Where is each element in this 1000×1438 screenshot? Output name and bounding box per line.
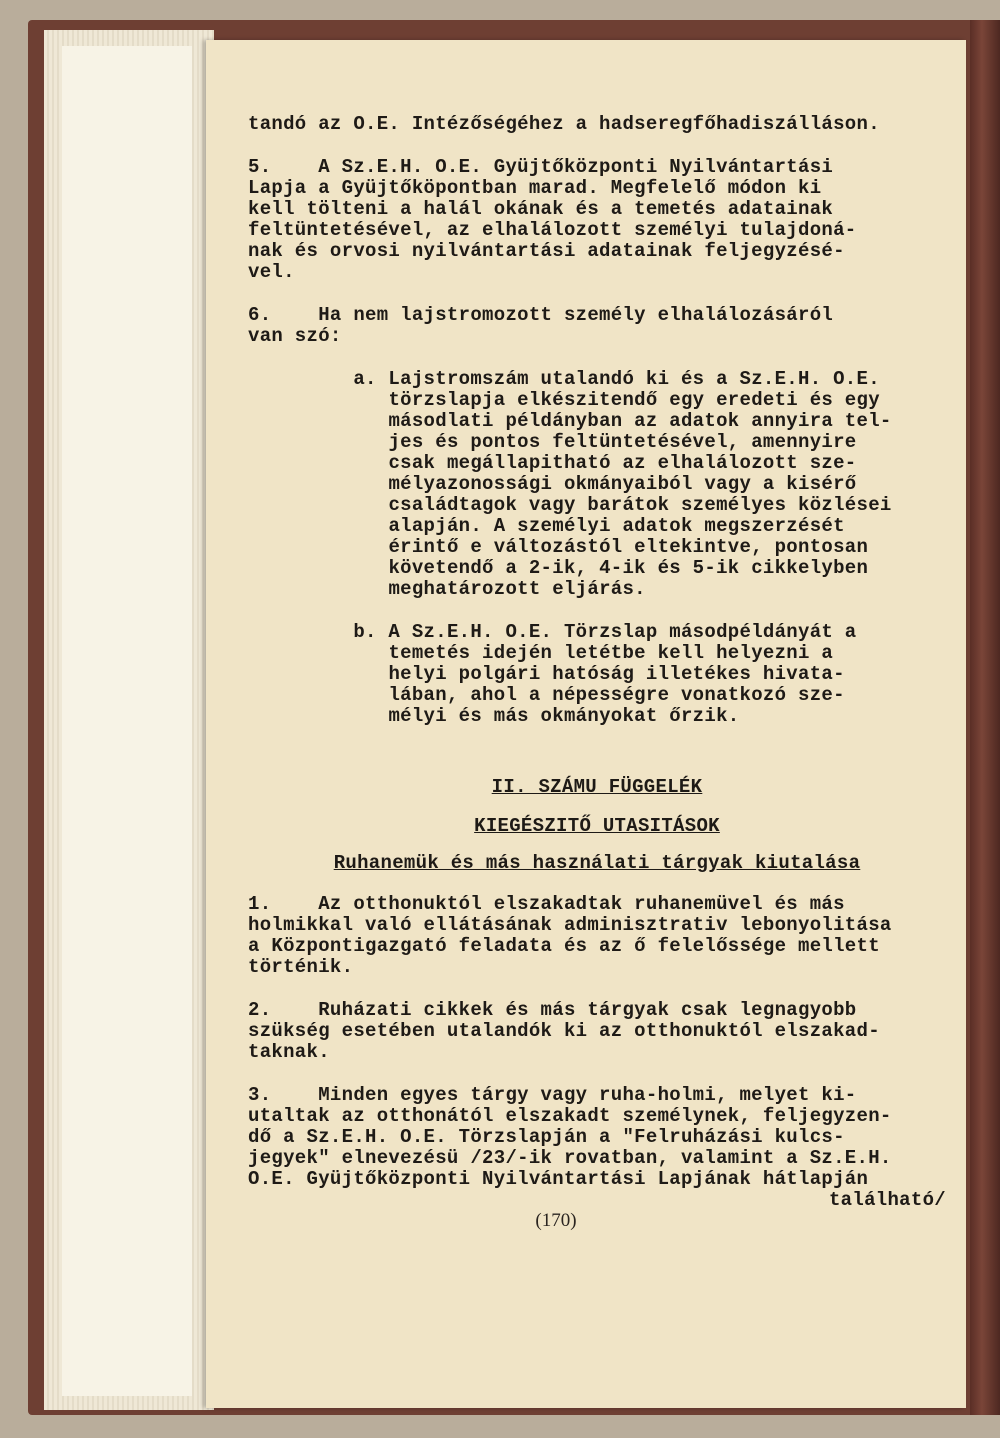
section-heading: Ruhanemük és más használati tárgyak kiutalása [333,852,861,874]
subparagraph-b: b. A Sz.E.H. O.E. Törzslap másodpéldányát a temetés idején letétbe kell helyezni a helyi polgári hatóság illetékes hivata- lában, ahol a népességre vonatkozó sze- mélyi és más okmányokat őrzik. [353,621,857,727]
supplementary-heading: KIEGÉSZITŐ UTASITÁSOK [474,815,720,837]
item-3: 3. Minden egyes tárgy vagy ruha-holmi, melyet ki- utaltak az otthonától elszakadt személynek, feljegyzen- dő a Sz.E.H. O.E. Törzslapján a "Felruházási kulcs- jegyek" elnevezésü /23/-ik rovatban, valamint a Sz.E.H. O.E. Gyüjtőközponti Nyilvántartási Lapjának hátlapján [248,1084,892,1190]
paragraph-6: 6. Ha nem lajstromozott személy elhalálozásáról van szó: [248,304,834,347]
document-page [206,40,966,1408]
item-2: 2. Ruházati cikkek és más tárgyak csak legnagyobb szükség esetében utalandók ki az otthonuktól elszakad- taknak. [248,999,880,1063]
paragraph-5: 5. A Sz.E.H. O.E. Gyüjtőközponti Nyilvántartási Lapja a Gyüjtőköpontban marad. Megfelelő módon ki kell tölteni a halál okának és a temetés adatainak feltüntetésével, az elhalálozott személyi tulajdoná- nak és orvosi nyilvántartási adatainak feljegyzésé- vel. [248,156,857,283]
intro-line: tandó az O.E. Intézőségéhez a hadseregfőhadiszálláson. [248,113,880,135]
typed-text [248,114,946,1211]
item-1: 1. Az otthonuktól elszakadtak ruhanemüvel és más holmikkal való ellátásának adminisztrativ lebonyolitása a Központigazgató feladata és az ő felelőssége mellett történik. [248,893,892,978]
book-spine [970,20,1000,1415]
page-block-inner [62,46,192,1396]
subparagraph-a: a. Lajstromszám utalandó ki és a Sz.E.H. O.E. törzslapja elkészitendő egy eredeti és egy másodlati példányban az adatok annyira tel- jes és pontos feltüntetésével, amennyire csak megállapitható az elhalálozott sze- mélyazonossági okmányaiból vagy a kisérő családtagok vagy barátok személyes közlései alapján. A személyi adatok megszerzését érintő e változástól eltekintve, pontosan követendő a 2-ik, 4-ik és 5-ik cikkelyben meghatározott eljárás. [353,368,892,600]
continuation-word: található/ [828,1189,946,1211]
appendix-heading: II. SZÁMU FÜGGELÉK [491,776,703,798]
page-number: (170) [535,1210,577,1231]
